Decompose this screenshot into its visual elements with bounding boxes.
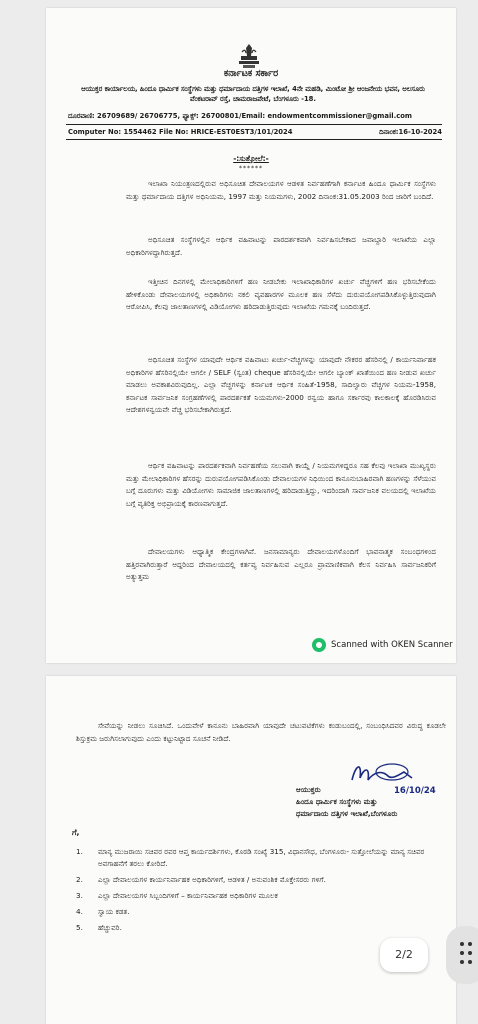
scanner-watermark	[312, 638, 453, 652]
oken-scanner-icon	[312, 638, 326, 652]
signatory-block	[296, 784, 446, 820]
paragraph-5: ಆರ್ಥಿಕ ವಹಿವಾಟನ್ನು ಪಾರದರ್ಶಕವಾಗಿ ನಿರ್ವಹಣೆಯ ಸಲುವಾಗಿ ಕಾಯ್ದೆ / ನಿಯಮಗಳಿದ್ದರೂ ಸಹ ಕೆಲವು ಇಲಾಖಾ ಮುಖ್ಯಸ್ಥರು ಮತ್ತು ಮೇಲಾಧಿಕಾರಿಗಳ ಹೆಸರನ್ನು ದುರುಪಯೋಗಪಡಿಸಿಕೊಂಡು ದೇವಾಲಯಗಳ ನಿಧಿಯಿಂದ ಕಾನೂನುಬಾಹಿರವಾಗಿ ಹಣಗಳನ್ನು ಸೆಳೆಯುವ ಬಗ್ಗೆ ದೂರುಗಳು ಮತ್ತು ವಿಡಿಯೋಗಳು ಸಾಮಾಜಿಕ ಜಾಲತಾಣಗಳಲ್ಲಿ ಹರಿದಾಡುತ್ತಿದ್ದು, ಇದರಿಂದಾಗಿ ಸಾರ್ವಜನಿಕ ವಲಯದಲ್ಲಿ ಇಲಾಖೆಯ ಬಗ್ಗೆ ವ್ಯತಿರಿಕ್ತ ಅಭಿಪ್ರಾಯಕ್ಕೆ ಕಾರಣವಾಗುತ್ತದೆ.	[126, 461, 436, 508]
reference-rule	[66, 139, 442, 140]
header-rule	[66, 124, 442, 125]
paragraph-1: ಇಲಾಖಾ ನಿಯಂತ್ರಣದಲ್ಲಿರುವ ಅಧಿಸೂಚಿತ ದೇವಾಲಯಗಳ ಆಡಳಿತ ನಿರ್ವಹಣೆಗಾಗಿ ಕರ್ನಾಟಕ ಹಿಂದೂ ಧಾರ್ಮಿಕ ಸಂಸ್ಥೆಗಳು ಮತ್ತು ಧರ್ಮಾದಾಯ ದತ್ತಿಗಳ ಅಧಿನಿಯಮ, 1997 ಮತ್ತು ನಿಯಮಗಳು, 2002 ದಿನಾಂಕ:31.05.2003 ರಿಂದ ಜಾರಿಗೆ ಬಂದಿದೆ.	[126, 179, 436, 201]
file-no-label: File No:	[158, 128, 189, 136]
computer-no: 1554462	[123, 128, 157, 136]
office-address: ಆಯುಕ್ತರ ಕಾರ್ಯಾಲಯ, ಹಿಂದೂ ಧಾರ್ಮಿಕ ಸಂಸ್ಥೆಗಳು ಮತ್ತು ಧರ್ಮಾದಾಯ ದತ್ತಿಗಳ ಇಲಾಖೆ, 4ನೇ ಮಹಡಿ, ಮಿಂಟೋ ಶ್ರೀ ಆಂಜನೇಯ ಭವನ, ಅಲಸೂರು ವೆಂಕಟರಾವ್ ರಸ್ತೆ, ಚಾಮರಾಜಪೇಟೆ, ಬೆಂಗಳೂರು -18.	[81, 85, 425, 103]
signatory-line-3: ಧರ್ಮಾದಾಯ ದತ್ತಿಗಳ ಇಲಾಖೆ,ಬೆಂಗಳೂರು	[296, 809, 398, 818]
reference-line	[68, 128, 442, 136]
signatory-line-1: ಆಯುಕ್ತರು	[296, 785, 321, 794]
copy-to-list	[76, 846, 446, 938]
scanner-label: Scanned with OKEN Scanner	[331, 640, 453, 650]
list-item: 1. ಮಾನ್ಯ ಮುಜರಾಯಿ ಸಚಿವರ ರವರ ಆಪ್ತ ಕಾರ್ಯದರ್ಶಿಗಳು, ಕೊಠಡಿ ಸಂಖ್ಯೆ 315, ವಿಧಾನಸೌಧ, ಬೆಂಗಳೂರು- ಸುತ್ತೋಲೆಯನ್ನು ಮಾನ್ಯ ಸಚಿವರ ಅವಗಾಹನೆಗೆ ತರಲು ಕೋರಿದೆ.	[76, 847, 425, 868]
document-page-1	[46, 8, 456, 663]
page-indicator[interactable]: 2/2	[380, 938, 428, 972]
office-contact: ದೂರವಾಣಿ: 26709689/ 26706775, ಫ್ಯಾಕ್ಸ್: 26700801/Email: endowmentcommissioner@gmail.com	[68, 112, 412, 120]
file-no: HRICE-EST0EST3/101/2024	[190, 128, 293, 136]
government-title: ಕರ್ನಾಟಕ ಸರ್ಕಾರ	[223, 68, 279, 79]
signatory-line-2: ಹಿಂದೂ ಧಾರ್ಮಿಕ ಸಂಸ್ಥೆಗಳು ಮತ್ತು	[296, 797, 378, 806]
list-item: 2. ಎಲ್ಲಾ ದೇವಾಲಯಗಳ ಕಾರ್ಯನಿರ್ವಾಹಕ ಅಧಿಕಾರಿಗಳಿಗೆ, ಆಡಳಿತ / ಅನುವಂಶಿಕ ಮೊಕ್ತೇಸರರು ಗಳಿಗೆ.	[76, 875, 326, 884]
government-emblem-icon	[236, 42, 262, 70]
circular-title	[46, 154, 456, 164]
list-item: 5. ಹೆಚ್ಚುವರಿ.	[76, 923, 122, 932]
grid-dots-icon[interactable]	[446, 926, 478, 984]
list-item: 4. ಸ್ವಾಯ ಕಡತ.	[76, 907, 130, 916]
to-label: ಗೆ,	[72, 828, 80, 837]
document-date: ದಿನಾಂಕ:16-10-2024	[379, 128, 442, 136]
paragraph-2: ಅಧಿಸೂಚಿತ ಸಂಸ್ಥೆಗಳಲ್ಲಿನ ಆರ್ಥಿಕ ವಹಿವಾಟನ್ನು ಪಾರದರ್ಶಕವಾಗಿ ನಿರ್ವಹಿಸಬೇಕಾದ ಜವಾಬ್ದಾರಿ ಇಲಾಖೆಯ ಎಲ್ಲಾ ಅಧಿಕಾರಿಗಳದ್ದಾಗಿರುತ್ತದೆ.	[126, 235, 436, 257]
title-stars: ******	[239, 165, 263, 172]
paragraph-3: ಇತ್ತೀಚಿನ ದಿನಗಳಲ್ಲಿ ಮೇಲಾಧಿಕಾರಿಗಳಿಗೆ ಹಣ ನೀಡಬೇಕು ಇಲಾಖಾಧಿಕಾರಿಗಳ ಖರ್ಚು ವೆಚ್ಚಗಳಿಗೆ ಹಣ ಭರಿಸಬೇಕೆಂದು ಹೇಳಿಕೊಂಡು ದೇವಾಲಯಗಳಲ್ಲಿ ಅಧಿಕಾರಿಗಳು ನಕಲಿ ವ್ಯವಹಾರಗಳ ಮೂಲಕ ಹಣ ಸೆಳೆದು ದುರುಪಯೋಗಪಡಿಸಿಕೊಳ್ಳುತ್ತಿರುವುದಾಗಿ ಆರೋಪಿಸಿ, ಕೆಲವು ಜಾಲತಾಣಗಳಲ್ಲಿ ವಿಡಿಯೋಗಳು ಹರಿದಾಡುತ್ತಿರುವುದು ಇಲಾಖೆಯ ಗಮನಕ್ಕೆ ಬಂದಿರುತ್ತದೆ.	[126, 277, 436, 311]
signature-date: 16/10/24	[394, 786, 436, 796]
paragraph-4: ಅಧಿಸೂಚಿತ ಸಂಸ್ಥೆಗಳ ಯಾವುದೇ ಆರ್ಥಿಕ ವಹಿವಾಟು ಖರ್ಚು-ವೆಚ್ಚಗಳನ್ನು ಯಾವುದೇ ನೌಕರರ ಹೆಸರಿನಲ್ಲಿ / ಕಾರ್ಯನಿರ್ವಾಹಕ ಅಧಿಕಾರಿಗಳ ಹೆಸರಿನಲ್ಲಿಯೇ ಆಗಲೀ / SELF (ಸ್ವಂತ) cheque ಹೆಸರಿನಲ್ಲಿಯೇ ಆಗಲೀ ಬ್ಯಾಂಕ್ ಖಾತೆಯಿಂದ ಹಣ ನೀಡುವ ಖರ್ಚು ಮಾಡಲು ಅವಕಾಶವಿರುವುದಿಲ್ಲ. ಎಲ್ಲಾ ವೆಚ್ಚಗಳನ್ನು ಕರ್ನಾಟಕ ಆರ್ಥಿಕ ಸಂಹಿತೆ-1958, ಸಾದಿಲ್ವಾರು ವೆಚ್ಚಗಳ ನಿಯಮ-1958, ಕರ್ನಾಟಕ ಸಾರ್ವಜನಿಕ ಸಂಗ್ರಹಣೆಗಳಲ್ಲಿ ಪಾರದರ್ಶಕತೆ ನಿಯಮಗಳು-2000 ರನ್ವಯ ಹಾಗೂ ಸರ್ಕಾರವು ಕಾಲಕಾಲಕ್ಕೆ ಹೊರಡಿಸಿರುವ ಆದೇಶಗಳನ್ವಯವೇ ವೆಚ್ಚ ಭರಿಸಬೇಕಾಗಿರುತ್ತದೆ.	[126, 355, 436, 414]
list-item: 3. ಎಲ್ಲಾ ದೇವಾಲಯಗಳ ಸಿಬ್ಬಂದಿಗಳಿಗೆ – ಕಾರ್ಯನಿರ್ವಾಹಕ ಅಧಿಕಾರಿಗಳ ಮೂಲಕ	[76, 891, 278, 900]
paragraph-6: ದೇವಾಲಯಗಳು ಆಧ್ಯಾತ್ಮಿಕ ಕೇಂದ್ರಗಳಾಗಿವೆ. ಜನಸಾಮಾನ್ಯರು ದೇವಾಲಯಗಳೊಂದಿಗೆ ಭಾವನಾತ್ಮಕ ಸಂಬಂಧಗಳಿಂದ ಹತ್ತಿರವಾಗಿರುತ್ತಾರೆ ಆದ್ದರಿಂದ ದೇವಾಲಯದಲ್ಲಿ ಕರ್ತವ್ಯ ನಿರ್ವಹಿಸುವ ಎಲ್ಲರೂ ಪ್ರಾಮಾಣಿಕವಾಗಿ ಕೆಲಸ ನಿರ್ವಹಿಸಿ ಸಾರ್ವಜನಿಕರಿಗೆ ಅತ್ಯುತ್ತಮ	[126, 547, 436, 581]
circular-title-text: -:ಸುತ್ತೋಲೆ:-	[233, 154, 269, 163]
computer-no-label: Computer No:	[68, 128, 122, 136]
continuation-paragraph: ಸೇವೆಯನ್ನು ನೀಡಲು ಸೂಚಿಸಿದೆ. ಒಂದುವೇಳೆ ಕಾನೂನು ಬಾಹಿರವಾಗಿ ಯಾವುದೇ ಚಟುವಟಿಕೆಗಳು ಕಂಡುಬಂದಲ್ಲಿ, ಸಂಬಂಧಿಸಿದವರ ವಿರುದ್ಧ ಕೂಡಲೇ ಶಿಸ್ತುಕ್ರಮ ಜರುಗಿಸಲಾಗುವುದು ಎಂದು ಕಟ್ಟುನಿಟ್ಟಾದ ಸೂಚನೆ ನೀಡಿದೆ.	[76, 721, 446, 743]
